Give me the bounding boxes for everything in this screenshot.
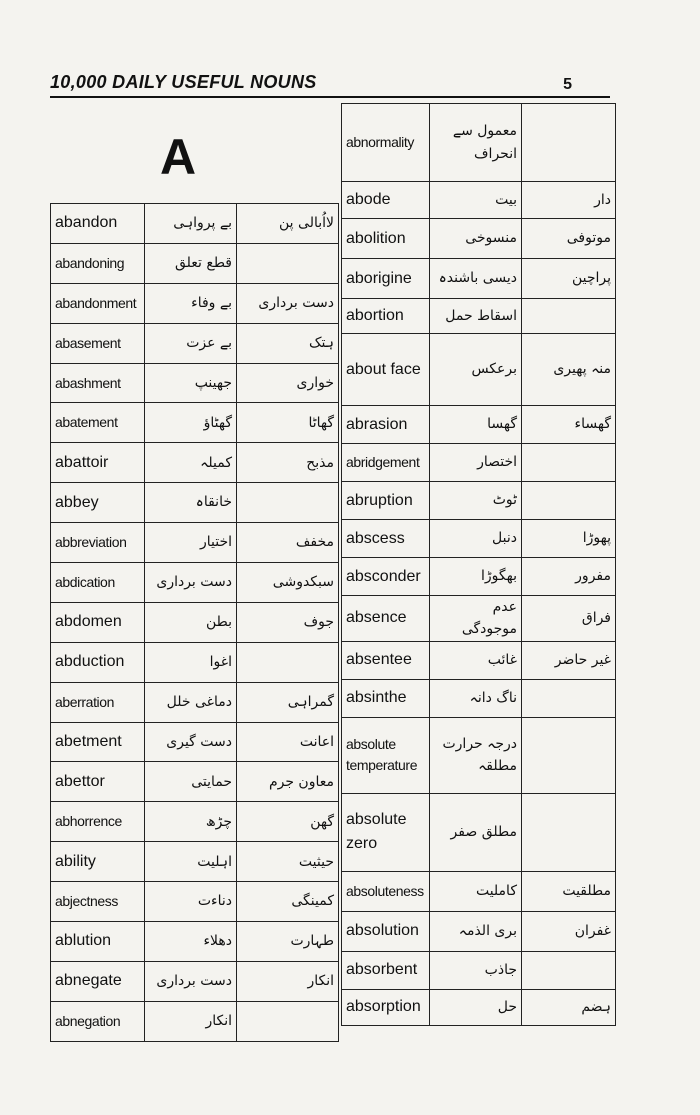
urdu-meaning-secondary: حیثیت: [237, 842, 339, 882]
urdu-meaning-secondary: گھاٹا: [237, 403, 339, 443]
urdu-meaning-primary: خانقاہ: [145, 483, 237, 523]
entry-row: [51, 403, 339, 443]
entry-row: [51, 882, 339, 922]
english-term: abjectness: [51, 882, 145, 922]
urdu-meaning-primary: گھٹاؤ: [145, 403, 237, 443]
urdu-meaning-secondary: غفران: [522, 911, 616, 951]
entry-row: [342, 989, 616, 1025]
english-term: aborigine: [342, 259, 430, 299]
urdu-meaning-secondary: [237, 642, 339, 682]
entry-row: [51, 842, 339, 882]
urdu-meaning-secondary: [522, 679, 616, 717]
entry-row: [51, 563, 339, 603]
urdu-meaning-secondary: معاون جرم: [237, 762, 339, 802]
entry-row: [51, 523, 339, 563]
urdu-meaning-primary: کمیلہ: [145, 443, 237, 483]
urdu-meaning-secondary: مخفف: [237, 523, 339, 563]
entry-row: [51, 443, 339, 483]
english-term: abruption: [342, 482, 430, 520]
entry-row: [342, 482, 616, 520]
english-term: absorbent: [342, 951, 430, 989]
urdu-meaning-secondary: دست برداری: [237, 283, 339, 323]
entry-row: [342, 104, 616, 182]
urdu-meaning-primary: دھلاء: [145, 922, 237, 962]
urdu-meaning-primary: بے وفاء: [145, 283, 237, 323]
entry-row: [51, 922, 339, 962]
entry-row: [51, 602, 339, 642]
header-rule: [50, 96, 610, 98]
entry-row: [342, 558, 616, 596]
english-term: abdomen: [51, 602, 145, 642]
english-term: abetment: [51, 722, 145, 762]
english-term: abbreviation: [51, 523, 145, 563]
urdu-meaning-secondary: غیر حاضر: [522, 641, 616, 679]
urdu-meaning-secondary: دار: [522, 182, 616, 219]
urdu-meaning-secondary: منہ پھیری: [522, 334, 616, 406]
english-term: abhorrence: [51, 802, 145, 842]
english-term: abattoir: [51, 443, 145, 483]
urdu-meaning-secondary: پراچین: [522, 259, 616, 299]
english-term: abettor: [51, 762, 145, 802]
english-term: aberration: [51, 682, 145, 722]
urdu-meaning-primary: جاذب: [430, 951, 522, 989]
entry-row: [342, 219, 616, 259]
urdu-meaning-secondary: لااُبالی پن: [237, 204, 339, 244]
urdu-meaning-primary: معمول سے انحراف: [430, 104, 522, 182]
english-term: abode: [342, 182, 430, 219]
urdu-meaning-primary: اختصار: [430, 444, 522, 482]
urdu-meaning-primary: گھسا: [430, 406, 522, 444]
entry-row: [342, 406, 616, 444]
english-term: abandoning: [51, 243, 145, 283]
entry-row: [51, 642, 339, 682]
urdu-meaning-primary: جھینپ: [145, 363, 237, 403]
urdu-meaning-primary: بے عزت: [145, 323, 237, 363]
urdu-meaning-primary: حل: [430, 989, 522, 1025]
urdu-meaning-primary: بھگوڑا: [430, 558, 522, 596]
english-term: abnegation: [51, 1001, 145, 1041]
english-term: abrasion: [342, 406, 430, 444]
english-term: abandon: [51, 204, 145, 244]
urdu-meaning-primary: اختیار: [145, 523, 237, 563]
urdu-meaning-primary: دست برداری: [145, 563, 237, 603]
urdu-meaning-primary: درجہ حرارت مطلقہ: [430, 717, 522, 793]
urdu-meaning-primary: برعکس: [430, 334, 522, 406]
urdu-meaning-primary: قطع تعلق: [145, 243, 237, 283]
english-term: absentee: [342, 641, 430, 679]
entry-row: [51, 961, 339, 1001]
urdu-meaning-secondary: گھساء: [522, 406, 616, 444]
entry-row: [342, 259, 616, 299]
english-term: abridgement: [342, 444, 430, 482]
urdu-meaning-primary: کاملیت: [430, 871, 522, 911]
english-term: absolute zero: [342, 793, 430, 871]
urdu-meaning-secondary: پھوڑا: [522, 520, 616, 558]
left-dictionary-table: [50, 203, 339, 1042]
urdu-meaning-secondary: طہارت: [237, 922, 339, 962]
english-term: absolution: [342, 911, 430, 951]
page-number: 5: [563, 76, 572, 93]
urdu-meaning-primary: چڑھ: [145, 802, 237, 842]
entry-row: [342, 520, 616, 558]
entry-row: [342, 793, 616, 871]
english-term: ability: [51, 842, 145, 882]
urdu-meaning-secondary: [237, 483, 339, 523]
urdu-meaning-primary: اغوا: [145, 642, 237, 682]
entry-row: [342, 596, 616, 642]
page-header: [50, 68, 610, 98]
english-term: absconder: [342, 558, 430, 596]
urdu-meaning-secondary: گھن: [237, 802, 339, 842]
urdu-meaning-secondary: جوف: [237, 602, 339, 642]
urdu-meaning-secondary: [522, 299, 616, 334]
entry-row: [51, 323, 339, 363]
urdu-meaning-primary: بطن: [145, 602, 237, 642]
urdu-meaning-primary: بیت: [430, 182, 522, 219]
english-term: about face: [342, 334, 430, 406]
entry-row: [342, 951, 616, 989]
entry-row: [342, 911, 616, 951]
urdu-meaning-primary: مطلق صفر: [430, 793, 522, 871]
urdu-meaning-secondary: [522, 482, 616, 520]
page-title: 10,000 DAILY USEFUL NOUNS: [50, 72, 317, 92]
entry-row: [51, 243, 339, 283]
urdu-meaning-secondary: [237, 1001, 339, 1041]
urdu-meaning-primary: منسوخی: [430, 219, 522, 259]
english-term: abnegate: [51, 961, 145, 1001]
urdu-meaning-primary: دماغی خلل: [145, 682, 237, 722]
entry-row: [342, 444, 616, 482]
urdu-meaning-secondary: [522, 793, 616, 871]
entry-row: [51, 762, 339, 802]
urdu-meaning-secondary: [237, 243, 339, 283]
entry-row: [342, 182, 616, 219]
urdu-meaning-primary: بے پرواہی: [145, 204, 237, 244]
urdu-meaning-primary: بری الذمہ: [430, 911, 522, 951]
entry-row: [51, 682, 339, 722]
english-term: absence: [342, 596, 430, 642]
english-term: abatement: [51, 403, 145, 443]
urdu-meaning-secondary: انکار: [237, 961, 339, 1001]
urdu-meaning-secondary: مطلقیت: [522, 871, 616, 911]
english-term: absorption: [342, 989, 430, 1025]
urdu-meaning-primary: انکار: [145, 1001, 237, 1041]
urdu-meaning-secondary: ہضم: [522, 989, 616, 1025]
urdu-meaning-primary: دست گیری: [145, 722, 237, 762]
entry-row: [51, 363, 339, 403]
english-term: abortion: [342, 299, 430, 334]
urdu-meaning-secondary: ہتک: [237, 323, 339, 363]
urdu-meaning-primary: ناگ دانہ: [430, 679, 522, 717]
entry-row: [342, 299, 616, 334]
urdu-meaning-secondary: اعانت: [237, 722, 339, 762]
english-term: absoluteness: [342, 871, 430, 911]
urdu-meaning-secondary: [522, 104, 616, 182]
section-letter: A: [160, 129, 197, 185]
urdu-meaning-primary: حمایتی: [145, 762, 237, 802]
urdu-meaning-secondary: مذبح: [237, 443, 339, 483]
urdu-meaning-primary: غائب: [430, 641, 522, 679]
urdu-meaning-primary: اسقاط حمل: [430, 299, 522, 334]
entry-row: [51, 1001, 339, 1041]
urdu-meaning-primary: دناءت: [145, 882, 237, 922]
entry-row: [51, 283, 339, 323]
entry-row: [342, 679, 616, 717]
urdu-meaning-secondary: [522, 444, 616, 482]
english-term: abnormality: [342, 104, 430, 182]
urdu-meaning-primary: اہلیت: [145, 842, 237, 882]
urdu-meaning-primary: دیسی باشندہ: [430, 259, 522, 299]
urdu-meaning-secondary: [522, 951, 616, 989]
english-term: abasement: [51, 323, 145, 363]
urdu-meaning-secondary: سبکدوشی: [237, 563, 339, 603]
entry-row: [51, 802, 339, 842]
english-term: abolition: [342, 219, 430, 259]
right-dictionary-table: [341, 103, 616, 1026]
urdu-meaning-primary: دنبل: [430, 520, 522, 558]
entry-row: [51, 204, 339, 244]
entry-row: [51, 722, 339, 762]
urdu-meaning-secondary: موتوفی: [522, 219, 616, 259]
urdu-meaning-secondary: [522, 717, 616, 793]
english-term: ablution: [51, 922, 145, 962]
english-term: abduction: [51, 642, 145, 682]
urdu-meaning-primary: ٹوٹ: [430, 482, 522, 520]
urdu-meaning-secondary: کمینگی: [237, 882, 339, 922]
english-term: abscess: [342, 520, 430, 558]
entry-row: [342, 871, 616, 911]
urdu-meaning-secondary: مفرور: [522, 558, 616, 596]
entry-row: [51, 483, 339, 523]
english-term: abbey: [51, 483, 145, 523]
english-term: absolute temperature: [342, 717, 430, 793]
entry-row: [342, 641, 616, 679]
urdu-meaning-primary: عدم موجودگی: [430, 596, 522, 642]
english-term: absinthe: [342, 679, 430, 717]
urdu-meaning-secondary: خواری: [237, 363, 339, 403]
entry-row: [342, 334, 616, 406]
urdu-meaning-secondary: گمراہی: [237, 682, 339, 722]
entry-row: [342, 717, 616, 793]
urdu-meaning-secondary: فراق: [522, 596, 616, 642]
english-term: abashment: [51, 363, 145, 403]
english-term: abdication: [51, 563, 145, 603]
english-term: abandonment: [51, 283, 145, 323]
urdu-meaning-primary: دست برداری: [145, 961, 237, 1001]
